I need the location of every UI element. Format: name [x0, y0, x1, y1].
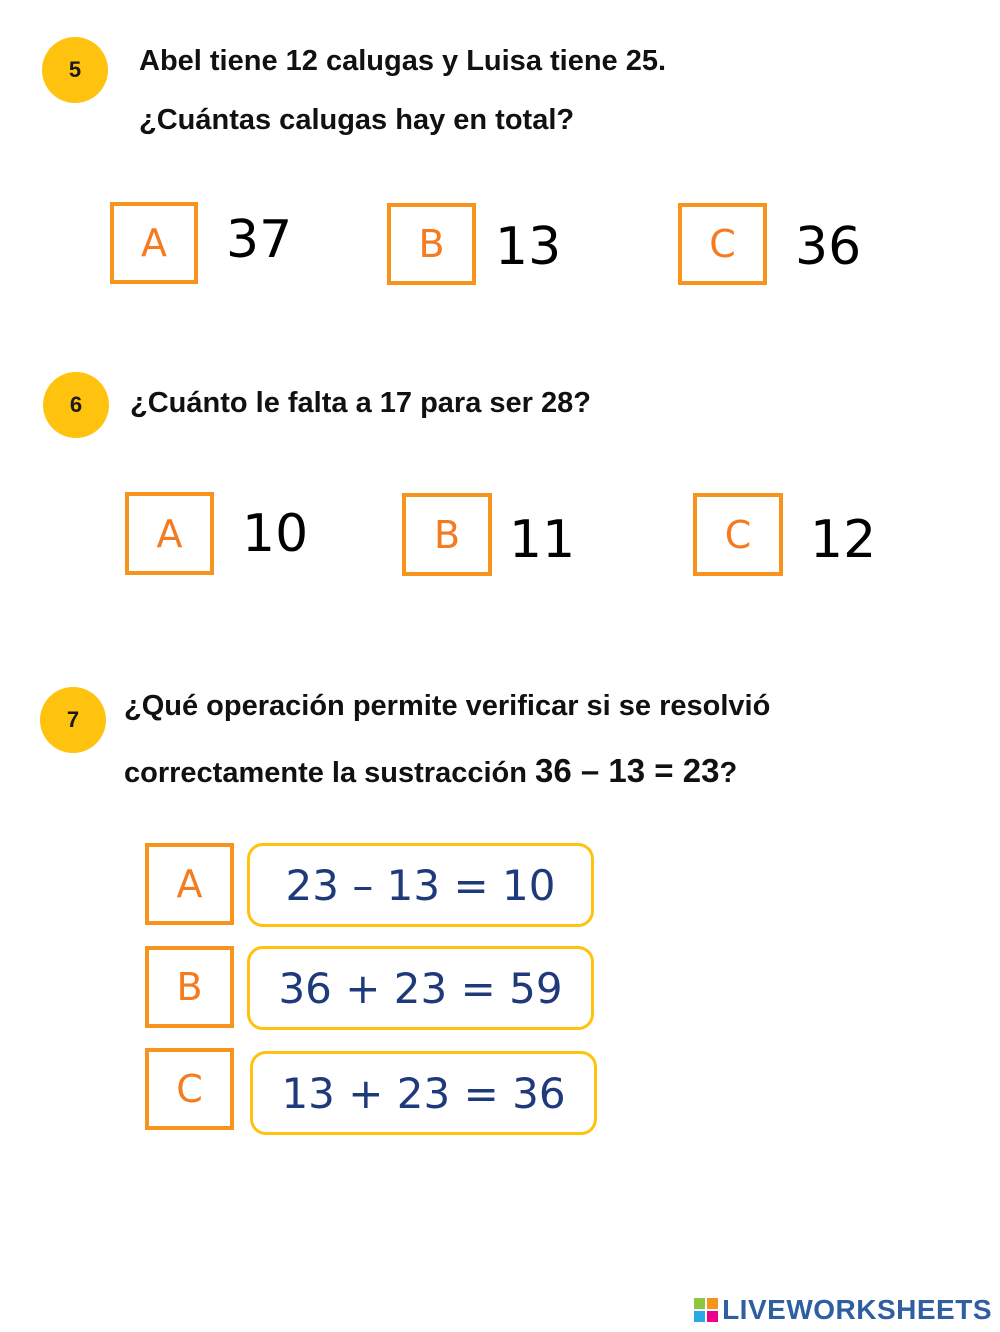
question-number-badge-5: 5 — [42, 37, 108, 103]
q5-option-a-box[interactable]: A — [110, 202, 198, 284]
question-7-text-suffix: ? — [719, 757, 738, 789]
question-6-text: ¿Cuánto le falta a 17 para ser 28? — [130, 387, 591, 419]
q5-option-c-box[interactable]: C — [678, 203, 767, 285]
liveworksheets-logo-icon — [694, 1298, 718, 1322]
question-number-badge-6: 6 — [43, 372, 109, 438]
q7-option-b-box[interactable]: B — [145, 946, 234, 1028]
q6-option-a-value: 10 — [242, 504, 309, 564]
question-7-text-prefix: correctamente la sustracción — [124, 757, 536, 789]
q5-option-b-box[interactable]: B — [387, 203, 476, 285]
q6-option-c-box[interactable]: C — [693, 493, 783, 576]
question-7-equation: 36 – 13 = 23 — [535, 752, 720, 789]
question-number-badge-7: 7 — [40, 687, 106, 753]
q7-option-c-operation: 13 + 23 = 36 — [250, 1051, 597, 1135]
q7-option-c-box[interactable]: C — [145, 1048, 234, 1130]
question-7-text-line2 — [124, 752, 737, 790]
q5-option-b-value: 13 — [495, 217, 562, 277]
question-5-text-line1: Abel tiene 12 calugas y Luisa tiene 25. — [139, 45, 667, 77]
q7-option-b-operation: 36 + 23 = 59 — [247, 946, 594, 1030]
q5-option-a-value: 37 — [226, 210, 293, 270]
q7-option-a-operation: 23 – 13 = 10 — [247, 843, 594, 927]
liveworksheets-brand — [694, 1294, 992, 1326]
q5-option-c-value: 36 — [795, 217, 862, 277]
q6-option-c-value: 12 — [810, 510, 877, 570]
question-5-text-line2: ¿Cuántas calugas hay en total? — [139, 104, 575, 136]
question-7-text-line1: ¿Qué operación permite verificar si se resolvió — [124, 690, 771, 722]
q6-option-b-value: 11 — [509, 510, 576, 570]
q6-option-a-box[interactable]: A — [125, 492, 214, 575]
q6-option-b-box[interactable]: B — [402, 493, 492, 576]
q7-option-a-box[interactable]: A — [145, 843, 234, 925]
brand-name: LIVEWORKSHEETS — [722, 1294, 992, 1325]
